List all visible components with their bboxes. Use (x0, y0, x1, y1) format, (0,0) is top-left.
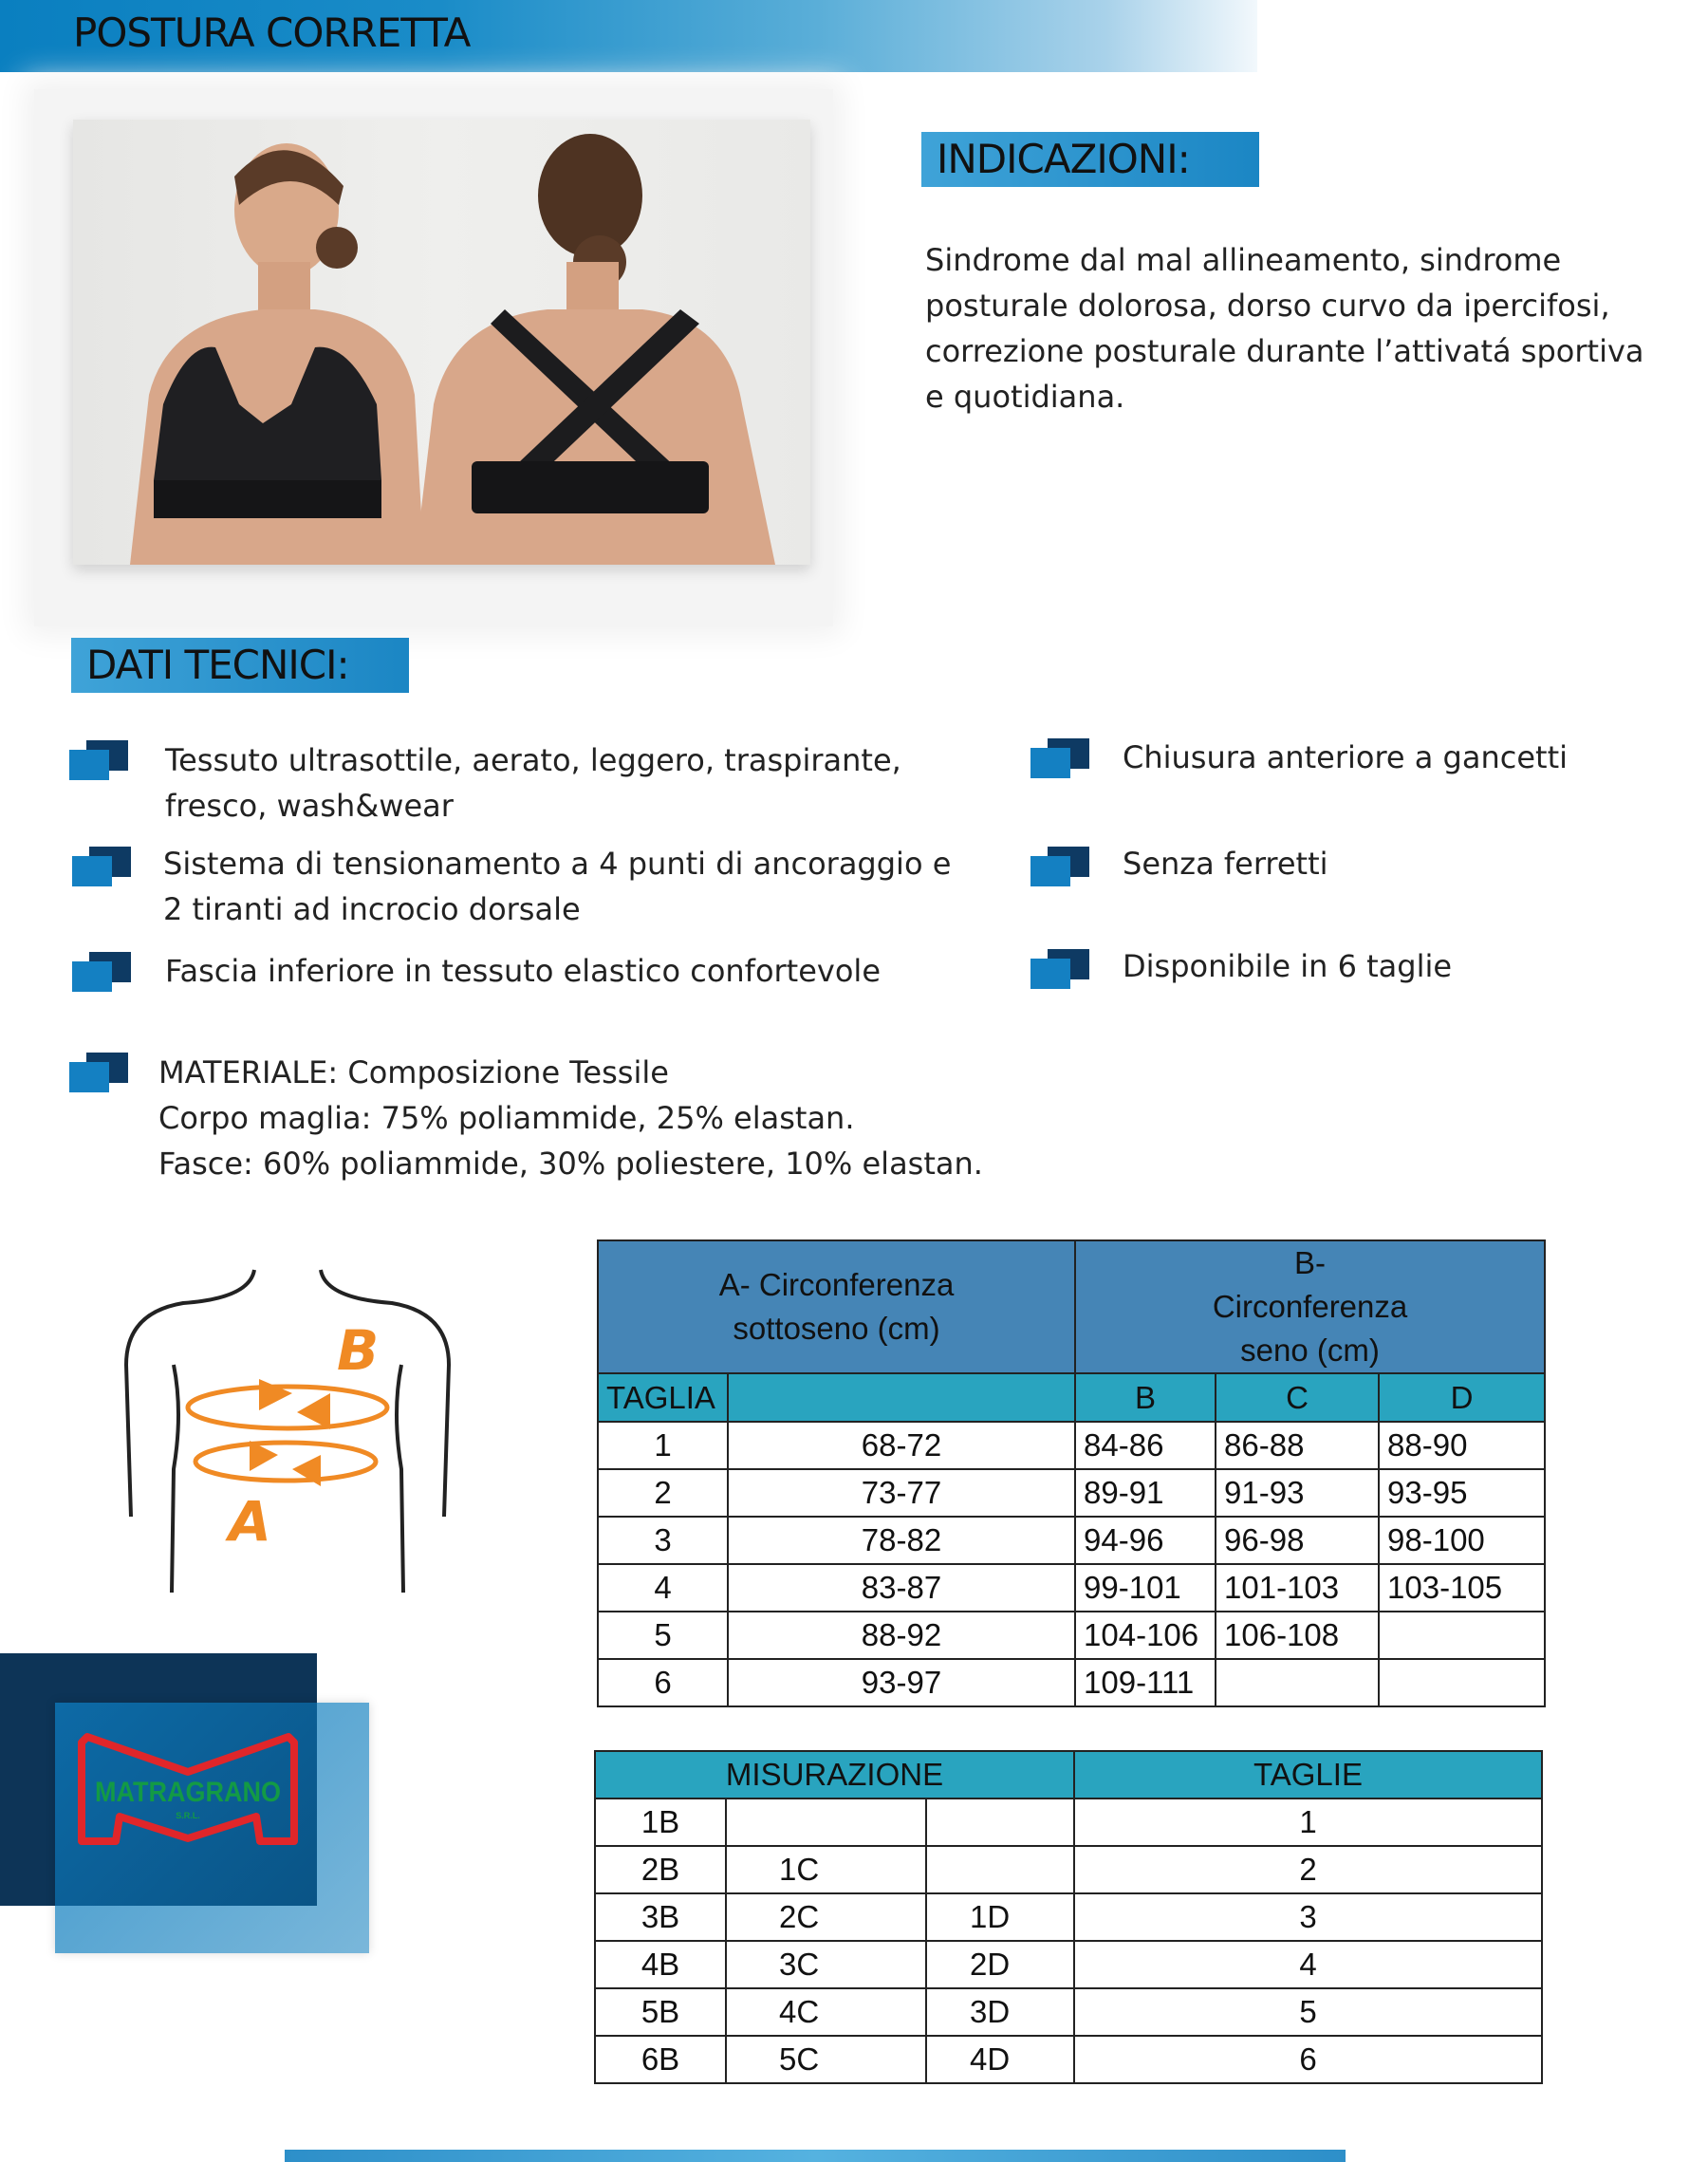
table-cell: 68-72 (728, 1422, 1075, 1469)
size-table (597, 1239, 1546, 1707)
subheader-cell (728, 1373, 1075, 1422)
indicazioni-text: Sindrome dal mal allineamento, sindrome posturale dolorosa, dorso curvo da ipercifosi, correzione posturale durante l’attivatá sportiva e quotidiana. (925, 242, 1644, 415)
table-cell: 88-90 (1379, 1422, 1545, 1469)
table-cell: 101-103 (1216, 1564, 1379, 1612)
feature-line: fresco, wash&wear (165, 788, 454, 824)
table-cell: 4 (598, 1564, 728, 1612)
table-row (595, 1941, 1542, 1988)
table-cell (726, 1799, 926, 1846)
bottom-bar (285, 2150, 1346, 2162)
subheader-cell: C (1216, 1373, 1379, 1422)
product-photo (73, 120, 810, 565)
subheader-cell: D (1379, 1373, 1545, 1422)
indicazioni-heading: INDICAZIONI: (921, 132, 1259, 187)
feature-line: 2 tiranti ad incrocio dorsale (163, 891, 581, 927)
title-bar (0, 0, 1257, 72)
feature-item: Chiusura anteriore a gancetti (1123, 739, 1568, 775)
table-cell: 83-87 (728, 1564, 1075, 1612)
table-row (598, 1659, 1545, 1706)
subheader-cell: TAGLIA (598, 1373, 728, 1422)
table-cell (926, 1846, 1074, 1893)
bullet-icon (1030, 738, 1089, 778)
table-cell: 4 (1074, 1941, 1542, 1988)
table-cell: 2D (926, 1941, 1074, 1988)
table-cell: 3 (598, 1517, 728, 1564)
diagram-label-a: A (229, 1489, 271, 1554)
table-cell: 2 (598, 1469, 728, 1517)
feature-line: Fascia inferiore in tessuto elastico confortevole (165, 953, 881, 989)
table-cell (926, 1799, 1074, 1846)
header-seno: B- Circonferenza seno (cm) (1075, 1240, 1545, 1373)
table-cell: 89-91 (1075, 1469, 1216, 1517)
table-cell (1379, 1659, 1545, 1706)
dati-tecnici-heading: DATI TECNICI: (71, 638, 409, 693)
table-cell: 3B (595, 1893, 726, 1941)
table-cell: 5 (1074, 1988, 1542, 2036)
table-cell: 6 (1074, 2036, 1542, 2083)
feature-item: Disponibile in 6 taglie (1123, 948, 1453, 984)
feature-line: Tessuto ultrasottile, aerato, leggero, traspirante, (165, 742, 901, 778)
table-cell (1216, 1659, 1379, 1706)
table-cell: 73-77 (728, 1469, 1075, 1517)
diagram-label-b: B (337, 1318, 380, 1383)
table-cell: 5C (726, 2036, 926, 2083)
page-title: POSTURA CORRETTA (73, 9, 471, 56)
table-row (595, 1799, 1542, 1846)
table-row (595, 2036, 1542, 2083)
table-cell: 93-97 (728, 1659, 1075, 1706)
table-cell: 1 (1074, 1799, 1542, 1846)
table-cell: 106-108 (1216, 1612, 1379, 1659)
table-row (598, 1422, 1545, 1469)
table-row (595, 1893, 1542, 1941)
feature-item (163, 841, 951, 932)
material-line: Corpo maglia: 75% poliammide, 25% elastan. (158, 1100, 855, 1136)
bullet-icon (69, 1053, 128, 1092)
subheader-cell: B (1075, 1373, 1216, 1422)
table-row (598, 1564, 1545, 1612)
measurement-diagram (117, 1260, 458, 1602)
bullet-icon (1030, 847, 1089, 886)
table-cell: 104-106 (1075, 1612, 1216, 1659)
table-cell: 4C (726, 1988, 926, 2036)
table-cell: 84-86 (1075, 1422, 1216, 1469)
table-cell: 1 (598, 1422, 728, 1469)
table-row (598, 1517, 1545, 1564)
feature-line: Sistema di tensionamento a 4 punti di ancoraggio e (163, 846, 952, 882)
table-cell: 5B (595, 1988, 726, 2036)
table-cell: 4B (595, 1941, 726, 1988)
bullet-icon (72, 952, 131, 992)
material-line: Fasce: 60% poliammide, 30% poliestere, 10% elastan. (158, 1146, 983, 1182)
table-cell: 1D (926, 1893, 1074, 1941)
bullet-icon (72, 847, 131, 886)
table-cell: 78-82 (728, 1517, 1075, 1564)
logo (55, 1703, 317, 1906)
table-row (598, 1469, 1545, 1517)
table-cell: 5 (598, 1612, 728, 1659)
material-block (158, 1050, 983, 1186)
header-sottoseno: A- Circonferenza sottoseno (cm) (598, 1240, 1075, 1373)
table-cell (1379, 1612, 1545, 1659)
feature-item (165, 737, 901, 829)
table-cell: 96-98 (1216, 1517, 1379, 1564)
table-cell: 2B (595, 1846, 726, 1893)
table-cell: 1B (595, 1799, 726, 1846)
header-misurazione: MISURAZIONE (595, 1751, 1074, 1799)
table-cell: 6 (598, 1659, 728, 1706)
table-cell: 4D (926, 2036, 1074, 2083)
table-cell: 109-111 (1075, 1659, 1216, 1706)
feature-item: Senza ferretti (1123, 846, 1328, 882)
logo-text: MATRAGRANO (95, 1777, 281, 1808)
table-cell: 91-93 (1216, 1469, 1379, 1517)
table-cell: 98-100 (1379, 1517, 1545, 1564)
table-cell: 103-105 (1379, 1564, 1545, 1612)
table-cell: 94-96 (1075, 1517, 1216, 1564)
table-cell: 3C (726, 1941, 926, 1988)
table-row (595, 1846, 1542, 1893)
measurement-table (594, 1750, 1543, 2084)
table-cell: 3D (926, 1988, 1074, 2036)
table-cell: 93-95 (1379, 1469, 1545, 1517)
table-cell: 2 (1074, 1846, 1542, 1893)
feature-item (165, 948, 881, 994)
table-cell: 1C (726, 1846, 926, 1893)
table-cell: 6B (595, 2036, 726, 2083)
logo-subtext: S.R.L. (176, 1811, 200, 1820)
bullet-icon (1030, 949, 1089, 989)
table-cell: 99-101 (1075, 1564, 1216, 1612)
material-title: MATERIALE: Composizione Tessile (158, 1054, 669, 1090)
table-cell: 3 (1074, 1893, 1542, 1941)
header-taglie: TAGLIE (1074, 1751, 1542, 1799)
table-cell: 2C (726, 1893, 926, 1941)
table-row (598, 1612, 1545, 1659)
table-cell: 88-92 (728, 1612, 1075, 1659)
table-row (595, 1988, 1542, 2036)
bullet-icon (69, 740, 128, 780)
table-cell: 86-88 (1216, 1422, 1379, 1469)
